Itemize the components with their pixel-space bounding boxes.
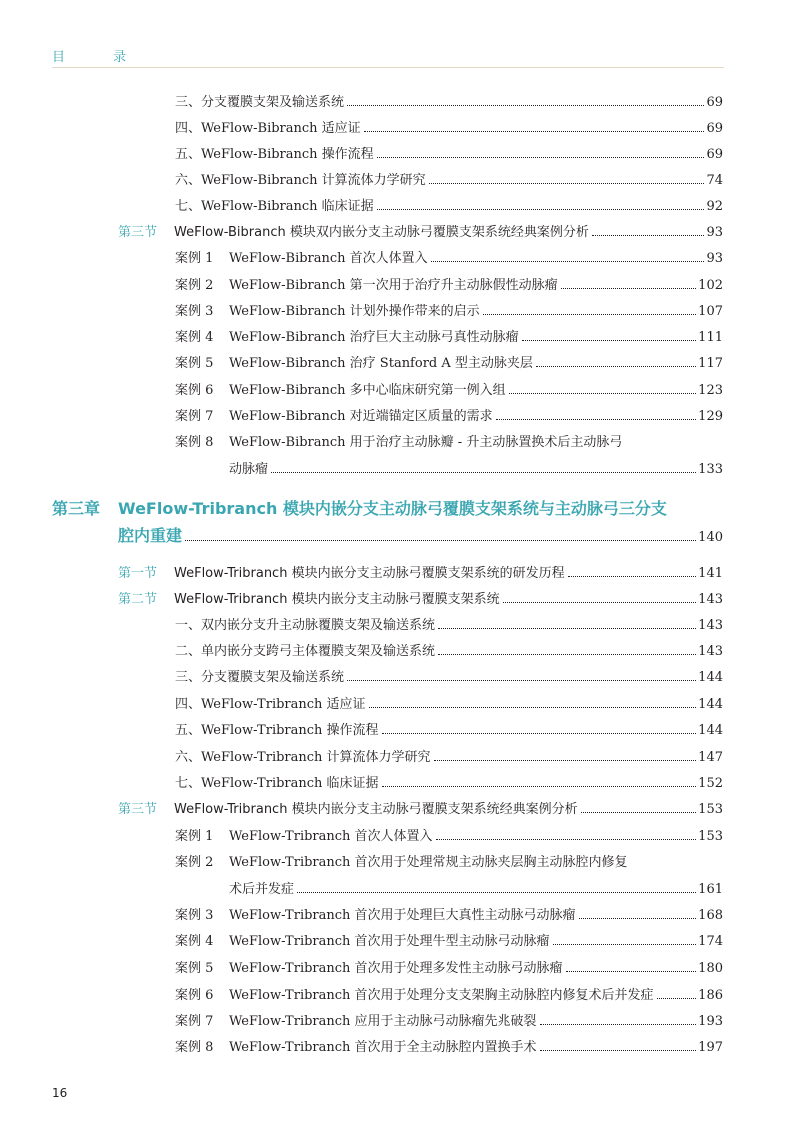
toc-entry-text: 三、分支覆膜支架及输送系统 (175, 670, 345, 685)
case-page: 102 (698, 278, 723, 293)
page-number: 16 (52, 1086, 68, 1100)
case-page: 107 (698, 304, 723, 319)
toc-entry[interactable] (175, 772, 723, 791)
chapter-title-line2: 腔内重建 (118, 526, 183, 545)
case-number: 案例 1 (175, 829, 214, 844)
toc-entry-page: 92 (706, 199, 723, 214)
toc-case[interactable] (175, 300, 723, 319)
dot-leader (522, 340, 696, 341)
case-page: 111 (698, 330, 723, 345)
case-title: WeFlow-Bibranch 第一次用于治疗升主动脉假性动脉瘤 (229, 278, 558, 293)
case-title: WeFlow-Tribranch 首次用于处理巨大真性主动脉弓动脉瘤 (229, 908, 576, 923)
dot-leader (657, 998, 697, 999)
dot-leader (382, 733, 697, 734)
dot-leader (579, 918, 697, 919)
case-title: WeFlow-Bibranch 治疗巨大主动脉弓真性动脉瘤 (229, 330, 519, 345)
section-label: 第三节 (118, 802, 158, 817)
chapter-page: 140 (698, 530, 723, 545)
case-number: 案例 7 (175, 1014, 214, 1029)
toc-case-multiline[interactable] (175, 851, 628, 870)
section-page: 143 (698, 592, 723, 607)
toc-chapter-continuation[interactable] (118, 523, 723, 546)
case-title: WeFlow-Tribranch 首次用于处理分支支架胸主动脉腔内修复术后并发症 (229, 988, 654, 1003)
toc-entry-page: 144 (698, 697, 723, 712)
dot-leader (436, 839, 697, 840)
case-page: 193 (698, 1014, 723, 1029)
dot-leader (568, 576, 697, 577)
case-number: 案例 7 (175, 409, 214, 424)
toc-entry-text: 四、WeFlow-Tribranch 适应证 (175, 697, 366, 712)
toc-entry[interactable] (175, 614, 723, 633)
case-number: 案例 4 (175, 330, 214, 345)
dot-leader (561, 288, 696, 289)
toc-entry-page: 69 (706, 95, 723, 110)
section-page: 141 (698, 566, 723, 581)
toc-entry[interactable] (175, 91, 723, 110)
case-page: 153 (698, 829, 723, 844)
case-title: WeFlow-Tribranch 首次用于全主动脉腔内置换手术 (229, 1040, 537, 1055)
section-page: 153 (698, 802, 723, 817)
case-title: WeFlow-Tribranch 首次用于处理多发性主动脉弓动脉瘤 (229, 961, 563, 976)
dot-leader (592, 235, 705, 236)
case-number: 案例 2 (175, 855, 214, 870)
dot-leader (536, 366, 696, 367)
toc-entry-text: 五、WeFlow-Bibranch 操作流程 (175, 147, 374, 162)
dot-leader (347, 680, 696, 681)
case-title: WeFlow-Bibranch 首次人体置入 (229, 251, 428, 266)
dot-leader (297, 892, 696, 893)
toc-case-continuation[interactable] (229, 458, 723, 477)
toc-case-continuation[interactable] (229, 878, 723, 897)
dot-leader (377, 157, 705, 158)
case-number: 案例 8 (175, 435, 214, 450)
toc-section[interactable] (118, 562, 723, 579)
case-number: 案例 3 (175, 304, 214, 319)
dot-leader (438, 654, 696, 655)
case-number: 案例 5 (175, 961, 214, 976)
section-title: WeFlow-Tribranch 模块内嵌分支主动脉弓覆膜支架系统的研发历程 (174, 566, 565, 581)
dot-leader (377, 209, 705, 210)
toc-entry-page: 144 (698, 723, 723, 738)
toc-entry-text: 七、WeFlow-Tribranch 临床证据 (175, 776, 379, 791)
dot-leader (509, 393, 696, 394)
case-number: 案例 3 (175, 908, 214, 923)
case-page: 161 (698, 882, 723, 897)
case-page: 186 (698, 988, 723, 1003)
dot-leader (540, 1050, 697, 1051)
dot-leader (429, 183, 705, 184)
header-divider (52, 67, 724, 68)
toc-entry-text: 二、单内嵌分支跨弓主体覆膜支架及输送系统 (175, 644, 436, 659)
toc-entry-page: 74 (706, 173, 723, 188)
header-title: 目 录 (52, 50, 149, 65)
toc-case[interactable] (175, 1036, 723, 1055)
toc-case[interactable] (175, 984, 723, 1003)
toc-entry-text: 四、WeFlow-Bibranch 适应证 (175, 121, 361, 136)
section-label: 第三节 (118, 225, 158, 240)
case-title: WeFlow-Tribranch 首次人体置入 (229, 829, 433, 844)
case-title: WeFlow-Bibranch 计划外操作带来的启示 (229, 304, 480, 319)
case-title-line2: 动脉瘤 (229, 462, 269, 477)
toc-entry[interactable] (175, 640, 723, 659)
dot-leader (434, 760, 697, 761)
case-title-line2: 术后并发症 (229, 882, 295, 897)
case-page: 129 (698, 409, 723, 424)
dot-leader (581, 812, 697, 813)
case-page: 117 (698, 356, 723, 371)
toc-case[interactable] (175, 1010, 723, 1029)
toc-case[interactable] (175, 904, 723, 923)
toc-entry-text: 七、WeFlow-Bibranch 临床证据 (175, 199, 374, 214)
toc-entry[interactable] (175, 666, 723, 685)
toc-entry[interactable] (175, 169, 723, 188)
toc-entry-page: 152 (698, 776, 723, 791)
section-page: 93 (706, 225, 723, 240)
dot-leader (438, 628, 696, 629)
toc-entry-page: 144 (698, 670, 723, 685)
dot-leader (185, 540, 696, 541)
case-title: WeFlow-Tribranch 首次用于处理牛型主动脉弓动脉瘤 (229, 934, 550, 949)
section-label: 第二节 (118, 592, 158, 607)
dot-leader (369, 707, 697, 708)
case-title-line1: WeFlow-Bibranch 用于治疗主动脉瓣 - 升主动脉置换术后主动脉弓 (229, 435, 623, 450)
dot-leader (553, 944, 697, 945)
toc-entry[interactable] (175, 746, 723, 765)
case-title-line1: WeFlow-Tribranch 首次用于处理常规主动脉夹层胸主动脉腔内修复 (229, 855, 628, 870)
toc-entry-page: 69 (706, 147, 723, 162)
case-page: 197 (698, 1040, 723, 1055)
toc-entry-text: 六、WeFlow-Bibranch 计算流体力学研究 (175, 173, 426, 188)
case-number: 案例 2 (175, 278, 214, 293)
case-number: 案例 1 (175, 251, 214, 266)
toc-case[interactable] (175, 930, 723, 949)
toc-entry-text: 六、WeFlow-Tribranch 计算流体力学研究 (175, 750, 431, 765)
section-title: WeFlow-Tribranch 模块内嵌分支主动脉弓覆膜支架系统 (174, 592, 500, 607)
chapter-label: 第三章 (52, 499, 101, 518)
toc-case[interactable] (175, 825, 723, 844)
toc-entry-text: 三、分支覆膜支架及输送系统 (175, 95, 345, 110)
case-number: 案例 6 (175, 383, 214, 398)
case-number: 案例 8 (175, 1040, 214, 1055)
toc-case[interactable] (175, 326, 723, 345)
case-number: 案例 6 (175, 988, 214, 1003)
toc-entry-text: 一、双内嵌分支升主动脉覆膜支架及输送系统 (175, 618, 436, 633)
toc-entry[interactable] (175, 195, 723, 214)
toc-entry[interactable] (175, 143, 723, 162)
toc-case-multiline[interactable] (175, 431, 622, 450)
toc-entry[interactable] (175, 693, 723, 712)
toc-entry-page: 69 (706, 121, 723, 136)
case-page: 168 (698, 908, 723, 923)
dot-leader (364, 131, 705, 132)
section-title: WeFlow-Bibranch 模块双内嵌分支主动脉弓覆膜支架系统经典案例分析 (174, 225, 589, 240)
dot-leader (496, 419, 696, 420)
toc-entry[interactable] (175, 117, 723, 136)
toc-case[interactable] (175, 379, 723, 398)
dot-leader (431, 261, 705, 262)
dot-leader (382, 786, 697, 787)
toc-case[interactable] (175, 352, 723, 371)
case-page: 93 (706, 251, 723, 266)
toc-section[interactable] (118, 588, 723, 605)
toc-case[interactable] (175, 405, 723, 424)
dot-leader (566, 971, 697, 972)
toc-entry-page: 147 (698, 750, 723, 765)
toc-case[interactable] (175, 274, 723, 293)
toc-case[interactable] (175, 957, 723, 976)
case-number: 案例 5 (175, 356, 214, 371)
toc-section[interactable] (118, 221, 723, 238)
dot-leader (540, 1024, 697, 1025)
toc-case[interactable] (175, 247, 723, 266)
toc-entry[interactable] (175, 719, 723, 738)
case-page: 180 (698, 961, 723, 976)
dot-leader (271, 472, 696, 473)
case-title: WeFlow-Bibranch 治疗 Stanford A 型主动脉夹层 (229, 356, 533, 371)
case-title: WeFlow-Bibranch 对近端锚定区质量的需求 (229, 409, 493, 424)
dot-leader (483, 314, 696, 315)
chapter-title-line1[interactable]: WeFlow-Tribranch 模块内嵌分支主动脉弓覆膜支架系统与主动脉弓三分支 (118, 499, 667, 518)
case-title: WeFlow-Bibranch 多中心临床研究第一例入组 (229, 383, 506, 398)
case-number: 案例 4 (175, 934, 214, 949)
section-title: WeFlow-Tribranch 模块内嵌分支主动脉弓覆膜支架系统经典案例分析 (174, 802, 578, 817)
case-page: 174 (698, 934, 723, 949)
dot-leader (503, 602, 697, 603)
toc-entry-page: 143 (698, 644, 723, 659)
toc-entry-text: 五、WeFlow-Tribranch 操作流程 (175, 723, 379, 738)
toc-entry-page: 143 (698, 618, 723, 633)
dot-leader (347, 105, 704, 106)
case-page: 133 (698, 462, 723, 477)
section-label: 第一节 (118, 566, 158, 581)
case-title: WeFlow-Tribranch 应用于主动脉弓动脉瘤先兆破裂 (229, 1014, 537, 1029)
toc-section[interactable] (118, 798, 723, 815)
case-page: 123 (698, 383, 723, 398)
